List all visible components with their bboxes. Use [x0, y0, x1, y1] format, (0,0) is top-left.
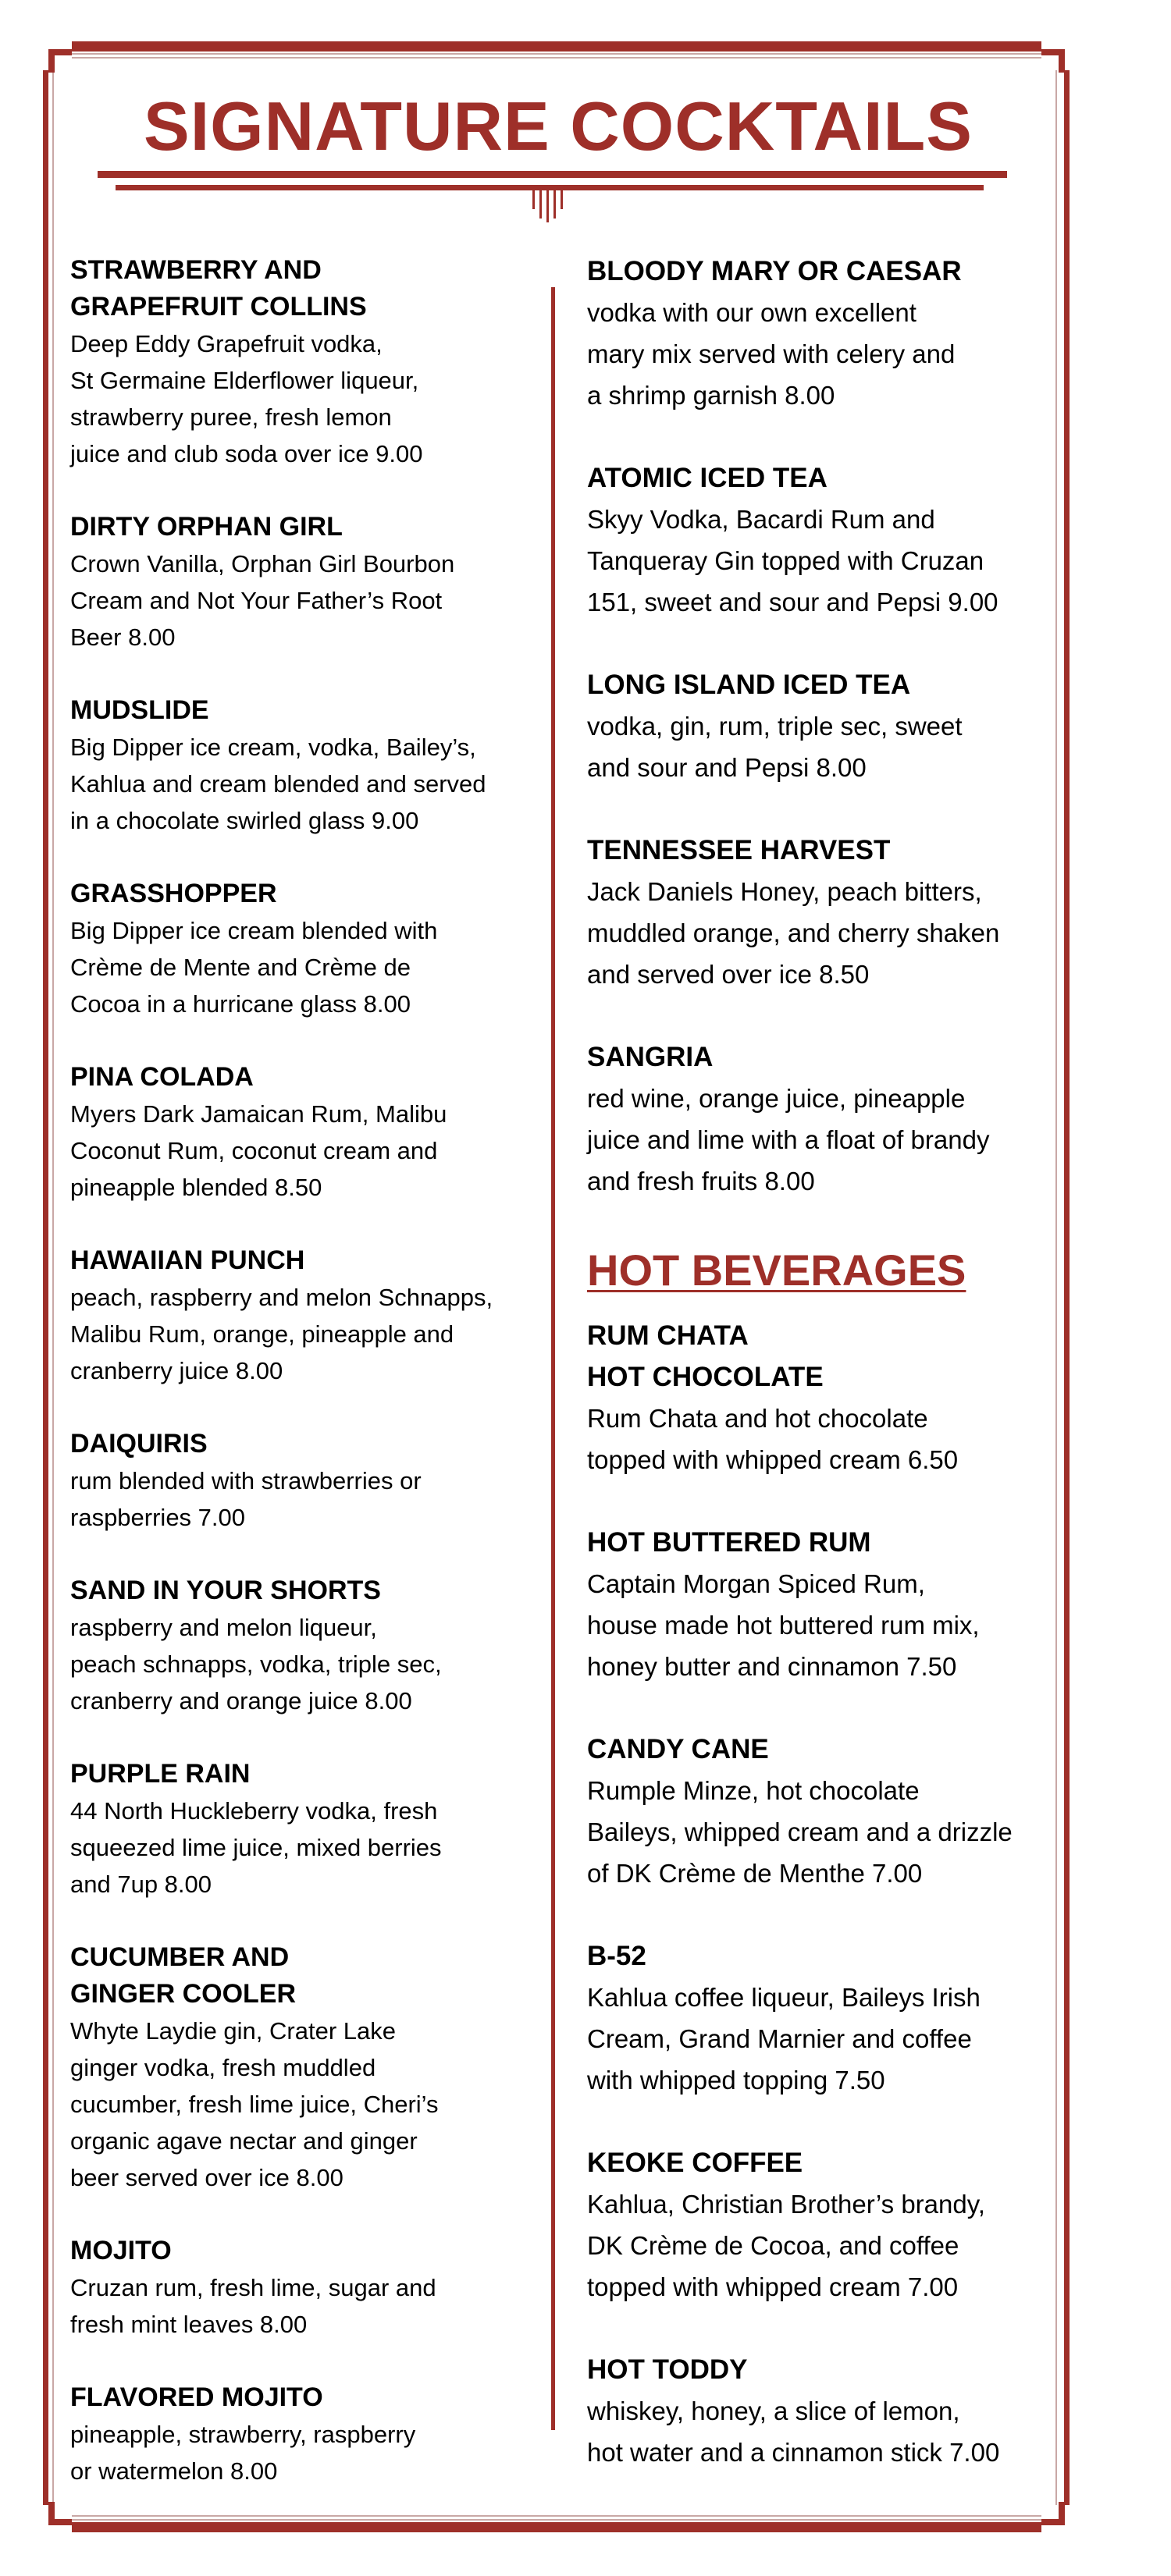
menu-item-name: MOJITO: [70, 2236, 172, 2265]
menu-item-description: pineapple blended 8.50: [70, 1174, 322, 1201]
menu-item-description: strawberry puree, fresh lemon: [70, 403, 392, 431]
menu-item-description: peach schnapps, vodka, triple sec,: [70, 1650, 442, 1678]
menu-item-description: Beer 8.00: [70, 624, 176, 651]
menu-item: [70, 1426, 554, 1536]
menu-item: [587, 1935, 1055, 2101]
menu-item-description: raspberry and melon liqueur,: [70, 1614, 377, 1641]
menu-item: [587, 1522, 1055, 1687]
menu-item-description: or watermelon 8.00: [70, 2457, 278, 2485]
menu-item-description: ginger vodka, fresh muddled: [70, 2054, 376, 2081]
menu-item-description: and fresh fruits 8.00: [587, 1167, 815, 1196]
menu-item: [587, 1315, 1055, 1480]
menu-item-name: LONG ISLAND ICED TEA: [587, 670, 911, 700]
menu-item-description: Skyy Vodka, Bacardi Rum and: [587, 505, 935, 534]
menu-item-name: STRAWBERRY AND: [70, 255, 322, 285]
menu-item: [70, 1756, 554, 1903]
menu-item-description: Kahlua coffee liqueur, Baileys Irish: [587, 1983, 981, 2012]
menu-item-description: Cocoa in a hurricane glass 8.00: [70, 990, 411, 1018]
menu-item-name: GINGER COOLER: [70, 1979, 297, 2009]
menu-item: [70, 1242, 554, 1389]
menu-item-description: Big Dipper ice cream blended with: [70, 917, 438, 944]
menu-item-description: honey butter and cinnamon 7.50: [587, 1652, 957, 1681]
menu-item-description: 44 North Huckleberry vodka, fresh: [70, 1797, 438, 1825]
menu-item: [70, 1939, 554, 2196]
menu-item-name: B-52: [587, 1941, 646, 1971]
menu-item-description: Coconut Rum, coconut cream and: [70, 1137, 438, 1164]
menu-item-name: SANGRIA: [587, 1042, 714, 1072]
right-column: [587, 250, 1055, 2514]
menu-item-description: Cream and Not Your Father’s Root: [70, 587, 443, 614]
menu-item-name: PURPLE RAIN: [70, 1759, 251, 1789]
menu-item-description: vodka with our own excellent: [587, 298, 917, 327]
menu-item-description: raspberries 7.00: [70, 1504, 246, 1531]
menu-item-name: HOT TODDY: [587, 2354, 748, 2385]
menu-item-description: of DK Crème de Menthe 7.00: [587, 1859, 923, 1888]
menu-item: [70, 509, 554, 656]
menu-item-description: Crown Vanilla, Orphan Girl Bourbon: [70, 550, 455, 577]
menu-item-description: cranberry juice 8.00: [70, 1357, 283, 1384]
menu-item: [587, 250, 1055, 416]
menu-item-description: juice and lime with a float of brandy: [587, 1125, 990, 1154]
menu-item-name: TENNESSEE HARVEST: [587, 835, 891, 865]
menu-item-description: Cream, Grand Marnier and coffee: [587, 2024, 972, 2053]
menu-item-description: and served over ice 8.50: [587, 960, 870, 989]
menu-item-name: MUDSLIDE: [70, 695, 209, 725]
menu-item: [587, 1036, 1055, 1202]
menu-item-description: and 7up 8.00: [70, 1871, 212, 1898]
menu-item-description: Myers Dark Jamaican Rum, Malibu: [70, 1100, 447, 1128]
menu-item-description: fresh mint leaves 8.00: [70, 2311, 308, 2338]
menu-item: [70, 2233, 554, 2343]
menu-item: [587, 1729, 1055, 1894]
menu-item-description: rum blended with strawberries or: [70, 1467, 422, 1494]
menu-item-name: HAWAIIAN PUNCH: [70, 1245, 305, 1275]
menu-item-description: Tanqueray Gin topped with Cruzan: [587, 546, 984, 575]
menu-item: [70, 2379, 554, 2489]
menu-item-description: muddled orange, and cherry shaken: [587, 918, 1000, 947]
hot-beverages-heading: HOT BEVERAGES: [587, 1245, 966, 1295]
menu-item-description: Kahlua, Christian Brother’s brandy,: [587, 2190, 985, 2219]
menu-item: [70, 876, 554, 1022]
menu-item-description: red wine, orange juice, pineapple: [587, 1084, 966, 1113]
menu-item-description: Malibu Rum, orange, pineapple and: [70, 1320, 454, 1348]
menu-item-description: Rum Chata and hot chocolate: [587, 1404, 928, 1433]
page-title: SIGNATURE COCKTAILS: [144, 87, 973, 165]
menu-item-description: juice and club soda over ice 9.00: [70, 440, 423, 467]
menu-item-description: Rumple Minze, hot chocolate: [587, 1776, 920, 1805]
menu-item-description: with whipped topping 7.50: [587, 2066, 885, 2095]
menu-item-description: topped with whipped cream 6.50: [587, 1445, 959, 1474]
menu-item-description: topped with whipped cream 7.00: [587, 2272, 959, 2301]
menu-item-name: FLAVORED MOJITO: [70, 2382, 323, 2412]
menu-item-description: Big Dipper ice cream, vodka, Bailey’s,: [70, 734, 476, 761]
menu-item-description: beer served over ice 8.00: [70, 2164, 343, 2191]
menu-item: [587, 2349, 1055, 2473]
left-column: [70, 252, 554, 2526]
menu-item-description: DK Crème de Cocoa, and coffee: [587, 2231, 959, 2260]
menu-item-name: SAND IN YOUR SHORTS: [70, 1576, 381, 1605]
menu-item-description: Crème de Mente and Crème de: [70, 954, 411, 981]
menu-item-name: GRASSHOPPER: [70, 879, 277, 908]
menu-item-name: KEOKE COFFEE: [587, 2148, 803, 2178]
menu-item-name: GRAPEFRUIT COLLINS: [70, 292, 367, 322]
menu-item-description: Cruzan rum, fresh lime, sugar and: [70, 2274, 436, 2301]
menu-item-name: ATOMIC ICED TEA: [587, 463, 828, 493]
menu-item-description: squeezed lime juice, mixed berries: [70, 1834, 442, 1861]
menu-item-description: cranberry and orange juice 8.00: [70, 1687, 412, 1714]
menu-item-description: 151, sweet and sour and Pepsi 9.00: [587, 588, 998, 616]
menu-item: [587, 830, 1055, 995]
menu-item-description: organic agave nectar and ginger: [70, 2127, 418, 2155]
menu-item-name: HOT CHOCOLATE: [587, 1362, 824, 1392]
menu-item-description: Captain Morgan Spiced Rum,: [587, 1569, 925, 1598]
menu-item-description: whiskey, honey, a slice of lemon,: [587, 2397, 960, 2425]
menu-item-name: RUM CHATA: [587, 1320, 749, 1351]
menu-item-description: pineapple, strawberry, raspberry: [70, 2421, 416, 2448]
menu-item-description: Whyte Laydie gin, Crater Lake: [70, 2017, 396, 2045]
menu-item: [587, 664, 1055, 788]
menu-item-description: Kahlua and cream blended and served: [70, 770, 486, 798]
menu-item-description: St Germaine Elderflower liqueur,: [70, 367, 419, 394]
menu-item-name: DIRTY ORPHAN GIRL: [70, 512, 343, 542]
menu-item: [70, 252, 554, 472]
menu-item-description: and sour and Pepsi 8.00: [587, 753, 867, 782]
menu-item-description: vodka, gin, rum, triple sec, sweet: [587, 712, 963, 741]
menu-item: [70, 1059, 554, 1206]
menu-item: [70, 692, 554, 839]
menu-item: [587, 2142, 1055, 2308]
menu-item: [70, 1572, 554, 1719]
menu-item-name: HOT BUTTERED RUM: [587, 1527, 871, 1558]
menu-item-description: in a chocolate swirled glass 9.00: [70, 807, 419, 834]
menu-item-description: cucumber, fresh lime juice, Cheri’s: [70, 2091, 439, 2118]
menu-item-description: Baileys, whipped cream and a drizzle: [587, 1817, 1013, 1846]
menu-item: [587, 457, 1055, 623]
menu-item-description: hot water and a cinnamon stick 7.00: [587, 2438, 1000, 2467]
menu-item-name: DAIQUIRIS: [70, 1429, 208, 1459]
menu-item-description: Jack Daniels Honey, peach bitters,: [587, 877, 982, 906]
menu-item-name: PINA COLADA: [70, 1062, 254, 1092]
menu-item-description: Deep Eddy Grapefruit vodka,: [70, 330, 383, 357]
menu-item-description: mary mix served with celery and: [587, 339, 956, 368]
menu-item-description: house made hot buttered rum mix,: [587, 1611, 980, 1640]
menu-item-name: CANDY CANE: [587, 1734, 769, 1764]
menu-item-description: peach, raspberry and melon Schnapps,: [70, 1284, 493, 1311]
menu-item-description: a shrimp garnish 8.00: [587, 381, 835, 410]
menu-item-name: CUCUMBER AND: [70, 1942, 290, 1972]
menu-item-name: BLOODY MARY OR CAESAR: [587, 256, 962, 286]
